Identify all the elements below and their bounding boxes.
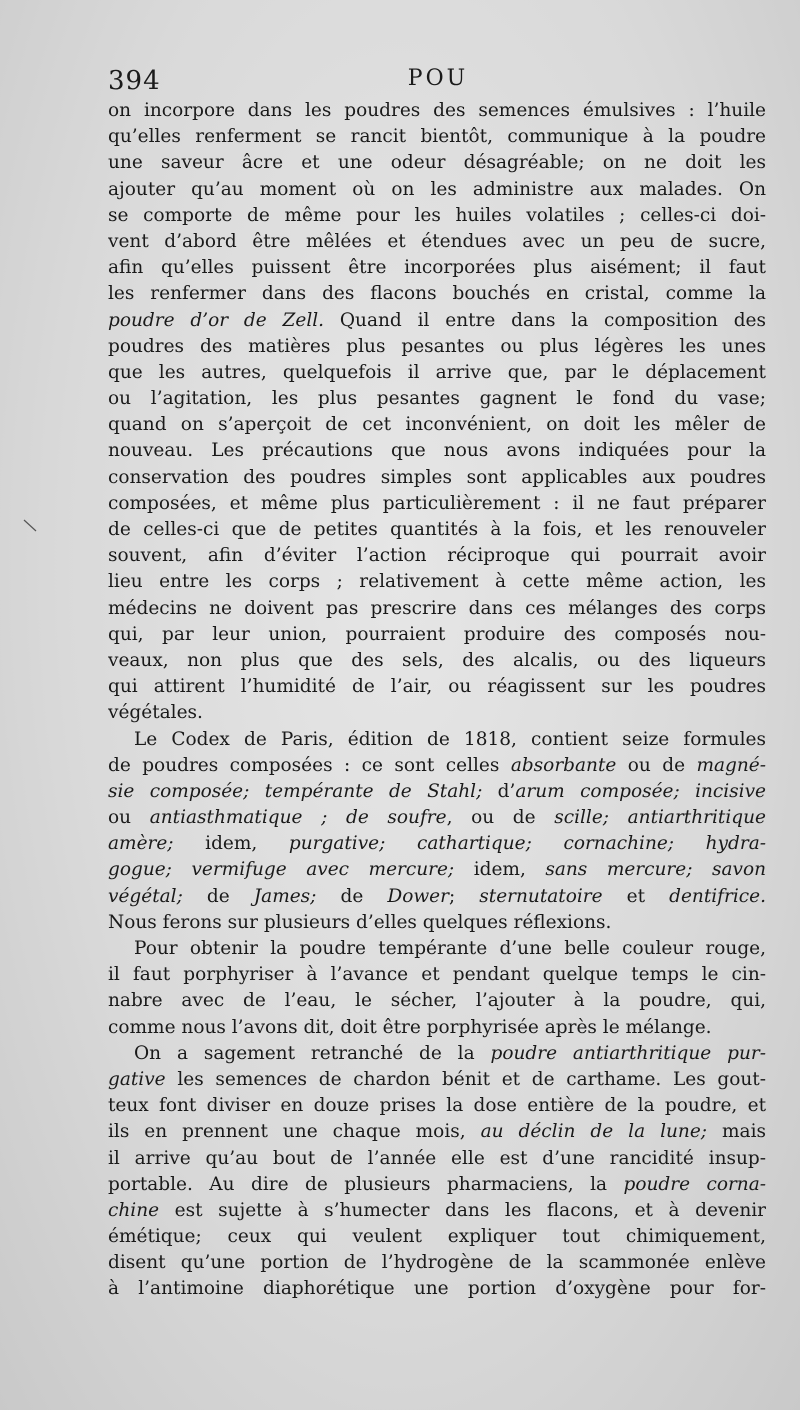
text-run: idem, <box>173 833 289 855</box>
text-run: il faut porphyriser à l’avance et pendant quelque temps le cin- <box>108 964 766 986</box>
text-run: végétales. <box>108 702 203 724</box>
text-run: veaux, non plus que des sels, des alcalis, ou des liqueurs <box>108 649 766 671</box>
text-run: ou <box>108 807 150 829</box>
text-line <box>108 910 766 936</box>
running-head: POU <box>407 66 469 91</box>
text-line <box>108 648 766 674</box>
text-line <box>108 1276 766 1302</box>
italic-text: purgative; cathartique; cornachine; hydra- <box>288 833 766 855</box>
italic-text: arum composée; incisive <box>515 780 766 802</box>
text-run: les renfermer dans des flacons bouchés en cristal, comme la <box>108 283 766 305</box>
text-line <box>108 412 766 438</box>
italic-text: poudre antiarthritique pur- <box>490 1042 766 1064</box>
text-run: on incorpore dans les poudres des semences émulsives : l’huile <box>108 100 766 121</box>
italic-text: gogue; vermifuge avec mercure; <box>108 859 455 881</box>
text-run: les semences de chardon bénit et de carthame. Les gout- <box>165 1068 766 1090</box>
text-line <box>108 1224 766 1250</box>
text-run: ; <box>448 885 480 907</box>
text-run: souvent, afin d’éviter l’action réciproque qui pourrait avoir <box>108 545 766 567</box>
page-header <box>108 66 768 100</box>
text-run: est sujette à s’humecter dans les flacons, et à devenir <box>159 1199 766 1221</box>
italic-text: dentifrice. <box>669 885 766 907</box>
text-line <box>108 674 766 700</box>
text-run: nouveau. Les précautions que nous avons indiquées pour la <box>108 440 766 462</box>
text-run: à l’antimoine diaphorétique une portion d’oxygène pour for- <box>108 1278 766 1300</box>
italic-text: végétal; <box>108 885 183 907</box>
italic-text: amère; <box>108 833 174 855</box>
text-run: idem, <box>454 859 546 881</box>
text-run: nabre avec de l’eau, le sécher, l’ajouter à la poudre, qui, <box>108 990 766 1012</box>
text-run: que les autres, quelquefois il arrive que, par le déplacement <box>108 361 766 383</box>
text-run: vent d’abord être mêlées et étendues avec un peu de sucre, <box>108 230 766 252</box>
text-run: portable. Au dire de plusieurs pharmaciens, la <box>108 1173 624 1195</box>
text-run: mais <box>707 1121 766 1143</box>
text-run: conservation des poudres simples sont applicables aux poudres <box>108 466 766 488</box>
text-run: de <box>316 885 388 907</box>
text-run: qui attirent l’humidité de l’air, ou réagissent sur les poudres <box>108 676 766 698</box>
text-line <box>108 962 766 988</box>
text-run: se comporte de même pour les huiles volatiles ; celles-ci doi- <box>108 204 766 226</box>
text-line <box>108 936 766 962</box>
text-run: On a sagement retranché de la <box>134 1042 491 1064</box>
text-line <box>108 124 766 150</box>
text-line <box>108 805 766 831</box>
italic-text: sans mercure; savon <box>545 859 766 881</box>
text-run: ou de <box>616 754 697 776</box>
text-line <box>108 1119 766 1145</box>
text-line <box>108 517 766 543</box>
text-run: quand on s’aperçoit de cet inconvénient, on doit les mêler de <box>108 414 766 436</box>
body-text <box>108 98 766 1303</box>
text-line <box>108 465 766 491</box>
text-run: afin qu’elles puissent être incorporées plus aisément; il faut <box>108 257 766 279</box>
text-line <box>108 727 766 753</box>
text-line <box>108 491 766 517</box>
text-run: , ou de <box>446 807 555 829</box>
text-run: Le Codex de Paris, édition de 1818, contient seize formules <box>134 728 766 750</box>
italic-text: sie composée; tempérante de Stahl; <box>108 780 483 802</box>
text-line <box>108 1146 766 1172</box>
text-run: Quand il entre dans la composition des <box>324 309 766 331</box>
text-run: de poudres composées : ce sont celles <box>108 754 511 776</box>
text-run: poudres des matières plus pesantes ou plus légères les unes <box>108 335 766 357</box>
italic-text: magné- <box>696 754 766 776</box>
italic-text: poudre d’or de Zell. <box>108 309 325 331</box>
text-line <box>108 229 766 255</box>
text-line <box>108 1250 766 1276</box>
text-run: émétique; ceux qui veulent expliquer tout chimiquement, <box>108 1226 766 1248</box>
italic-text: scille; antiarthritique <box>554 807 766 829</box>
text-line <box>108 150 766 176</box>
text-run: de celles-ci que de petites quantités à la fois, et les renouveler <box>108 519 766 540</box>
text-run: il arrive qu’au bout de l’année elle est d’une rancidité insup- <box>108 1147 766 1169</box>
text-run: ajouter qu’au moment où on les administre aux malades. On <box>108 178 766 200</box>
text-line <box>108 360 766 386</box>
text-line <box>108 831 766 857</box>
text-run: qu’elles renferment se rancit bientôt, communique à la poudre <box>108 126 766 148</box>
text-run: disent qu’une portion de l’hydrogène de la scammonée enlève <box>108 1252 766 1274</box>
text-run: ils en prennent une chaque mois, <box>108 1121 481 1143</box>
italic-text: James; <box>253 885 317 907</box>
text-run: qui, par leur union, pourraient produire des composés nou- <box>108 623 766 645</box>
text-line <box>108 1041 766 1067</box>
text-line <box>108 884 766 910</box>
text-line <box>108 1198 766 1224</box>
text-run: médecins ne doivent pas prescrire dans ces mélanges des corps <box>108 597 766 619</box>
text-line <box>108 753 766 779</box>
page-number: 394 <box>108 66 161 96</box>
text-run: Pour obtenir la poudre tempérante d’une belle couleur rouge, <box>134 938 766 959</box>
text-line <box>108 569 766 595</box>
italic-text: absorbante <box>510 754 617 776</box>
text-run: d’ <box>482 780 516 802</box>
text-run: et <box>602 885 670 907</box>
text-line <box>108 203 766 229</box>
italic-text: poudre corna- <box>623 1173 766 1195</box>
text-line <box>108 700 766 726</box>
text-line <box>108 543 766 569</box>
text-run: teux font diviser en douze prises la dose entière de la poudre, et <box>108 1095 766 1117</box>
text-line <box>108 1172 766 1198</box>
text-line <box>108 1067 766 1093</box>
text-line <box>108 622 766 648</box>
text-run: composées, et même plus particulièrement : il ne faut préparer <box>108 492 766 514</box>
italic-text: chine <box>108 1199 160 1221</box>
margin-tick-mark <box>22 518 38 534</box>
text-line <box>108 255 766 281</box>
text-run: ou l’agitation, les plus pesantes gagnent le fond du vase; <box>108 388 766 410</box>
italic-text: au déclin de la lune; <box>480 1121 708 1143</box>
text-line <box>108 779 766 805</box>
text-line <box>108 386 766 412</box>
text-line <box>108 438 766 464</box>
text-run: Nous ferons sur plusieurs d’elles quelques réflexions. <box>108 911 612 933</box>
italic-text: Dower <box>387 885 449 907</box>
italic-text: gative <box>108 1068 166 1090</box>
text-run: lieu entre les corps ; relativement à cette même action, les <box>108 571 766 593</box>
text-line <box>108 1093 766 1119</box>
text-run: de <box>182 885 254 907</box>
text-run: une saveur âcre et une odeur désagréable; on ne doit les <box>108 152 766 174</box>
text-line <box>108 281 766 307</box>
text-line <box>108 1015 766 1041</box>
text-line <box>108 177 766 203</box>
text-run: comme nous l’avons dit, doit être porphyrisée après le mélange. <box>108 1016 712 1038</box>
text-line <box>108 596 766 622</box>
text-line <box>108 98 766 124</box>
text-line <box>108 857 766 883</box>
text-line <box>108 334 766 360</box>
text-line <box>108 308 766 334</box>
italic-text: antiasthmatique ; de soufre <box>149 807 447 829</box>
text-line <box>108 988 766 1014</box>
italic-text: sternutatoire <box>479 885 603 907</box>
